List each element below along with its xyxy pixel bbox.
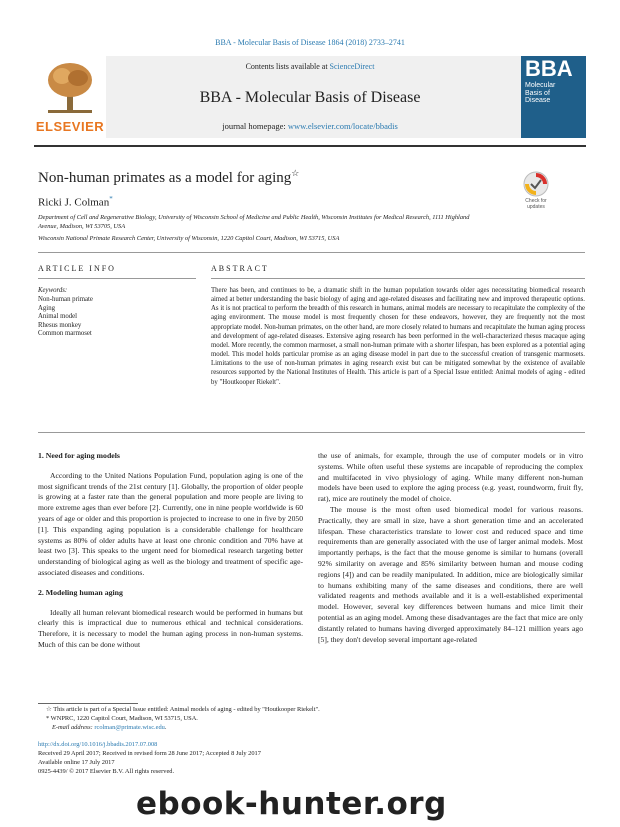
abstract-bottom-divider bbox=[38, 432, 585, 433]
elsevier-wordmark: ELSEVIER bbox=[35, 119, 105, 134]
check-label-line: Check for bbox=[525, 198, 547, 204]
cover-subtitle-line: Molecular bbox=[525, 82, 556, 89]
keyword-item: Animal model bbox=[38, 313, 78, 321]
footnote-1: ☆ This article is part of a Special Issue entitled: Animal models of aging - edited by "Houtkooper Riekelt". bbox=[46, 706, 320, 713]
body-right-column bbox=[318, 451, 583, 645]
article-info-heading: ARTICLE INFO bbox=[38, 264, 116, 273]
affiliation-2: Wisconsin National Primate Research Center, University of Wisconsin, 1220 Capitol Court, Madison, WI 53715, USA bbox=[38, 235, 340, 242]
cover-subtitle bbox=[525, 82, 555, 105]
section-1-paragraph: According to the United Nations Population Fund, population aging is one of the most significant trends of the 21st century [1]. Globally, the proportion of older people is growing at a faster rate than the general population and more people are living to more extreme ages than ever before [2]. Currently, one in nine people worldwide is 60 years of age or older and this proportion is projected to increase to one in five by 2050 [1]. This expanding aging population is a considerable challenge for healthcare systems as 80% of older adults have at least one chronic condition and 70% have at least two [3]. This speaks to the urgent need for biomedical research targeting better understanding of biological aging as well as the biology and treatment of specific age-associated diseases and conditions. bbox=[38, 470, 303, 577]
check-for-updates-label bbox=[516, 199, 556, 210]
footnote-2: * WNPRC, 1220 Capitol Court, Madison, WI 53715, USA. bbox=[46, 715, 198, 722]
received-dates: Received 29 April 2017; Received in revised form 28 June 2017; Accepted 8 July 2017 bbox=[38, 750, 261, 757]
abstract-rule bbox=[211, 278, 585, 279]
affiliation-1-line: Department of Cell and Regenerative Biology, University of Wisconsin School of Medicine and Public Health, Wisconsin Institutes for Medical Research, 1111 Highland bbox=[38, 214, 470, 221]
copyright: 0925-4439/ © 2017 Elsevier B.V. All rights reserved. bbox=[38, 768, 175, 775]
available-online: Available online 17 July 2017 bbox=[38, 759, 115, 766]
right-paragraph-1: the use of animals, for example, through the use of computer models or in vitro systems. While often useful these systems are incapable of reproducing the complex and multifaceted in vivo physiology of aging. While many different non-human models have been used to explore the aging process (e.g. yeast, roundworm, fruit fly, rat), mice are routinely the model of choice. bbox=[318, 451, 583, 504]
right-paragraph-2: The mouse is the most often used biomedical model for various reasons. Practically, they are small in size, have a short generation time and an accelerated lifespan. These characteristics translate to lower cost and reduced space and time requirements than are generally associated with the use of larger animal models. Most importantly perhaps, is the fact that the mouse genome is similar to humans (overall 92% similarity on average and 85% similarity between human and mouse coding regions [4]) and can be readily manipulated. In addition, mice are biologically similar to humans exhibiting many of the same diseases and conditions, there are well validated reagents and methods available and it is a well-established experimental model. However, several key differences between humans and mice limit their potential as an aging model. Among these disadvantages are the fact that mice are only distantly related to humans having diverged approximately 84–121 million years ago [5], they don't develop several important age-related bbox=[318, 504, 583, 644]
email-line bbox=[38, 724, 166, 732]
keyword-item: Common marmoset bbox=[38, 330, 92, 338]
contents-line bbox=[110, 62, 510, 71]
footnote-divider bbox=[38, 703, 138, 704]
article-info-rule bbox=[38, 278, 196, 279]
body-left-column bbox=[38, 451, 303, 651]
keyword-item: Rhesus monkey bbox=[38, 321, 82, 329]
email-label: E-mail address: bbox=[52, 724, 95, 731]
journal-name: BBA - Molecular Basis of Disease bbox=[199, 89, 421, 106]
section-2-paragraph: Ideally all human relevant biomedical research would be performed in humans but clearly this is impractical due to numerous ethical and technical considerations. Therefore, it is necessary to model the human aging process in non-human systems. Much of this can be done without bbox=[38, 607, 303, 649]
keywords-list bbox=[38, 296, 93, 339]
keyword-item: Aging bbox=[38, 304, 55, 312]
author-name[interactable]: Ricki J. Colman bbox=[38, 196, 110, 209]
abstract-text: There has been, and continues to be, a dramatic shift in the human population towards older ages necessitating biomedical research aimed at better understanding the basic biology of aging and age-related diseases and facilitating new and improved therapeutic options. As it is not practical to perform the breadth of this research in humans, animal models are necessary to recapitulate the complexity of the aging environment. The mouse model is most frequently chosen for these endeavors, however, they are frequently not the most appropriate model. Non-human primates, on the other hand, are more closely related to humans and recapitulate the human aging process and development of age-related diseases. Extensive aging research has been performed in the well-characterized rhesus macaque aging model. More recently, the common marmoset, a small non-human primate with a shorter lifespan, has been explored as a potential aging model. This model holds particular promise as an aging disease model in part due to the successful creation of transgenic marmosets. Limitations to the use of non-human primates in aging research exist but can be mitigated somewhat by the existence of available resources supported by the National Institutes of Health. This article is part of a Special Issue entitled: Animal models of aging - edited by "Houtkooper Riekelt". bbox=[211, 287, 585, 386]
contents-prefix: Contents lists available at bbox=[245, 62, 330, 71]
watermark-text: ebook-hunter.org bbox=[136, 786, 447, 822]
title-footnote-mark[interactable]: ☆ bbox=[291, 168, 300, 178]
header-divider bbox=[34, 145, 586, 147]
email-end: . bbox=[164, 724, 167, 731]
keyword-item: Non-human primate bbox=[38, 296, 93, 303]
section-1-heading: 1. Need for aging models bbox=[38, 451, 120, 460]
keywords-label: Keywords: bbox=[38, 287, 68, 294]
abstract-heading: ABSTRACT bbox=[211, 264, 269, 273]
affiliation-1 bbox=[38, 213, 578, 231]
homepage-prefix: journal homepage: bbox=[222, 121, 288, 131]
author-line bbox=[38, 195, 113, 209]
cover-title: BBA bbox=[525, 56, 573, 81]
check-label-line: updates bbox=[527, 203, 545, 210]
cover-subtitle-line: Basis of bbox=[525, 89, 550, 97]
doi-link[interactable]: http://dx.doi.org/10.1016/j.bbadis.2017.07.008 bbox=[38, 741, 158, 748]
journal-citation[interactable]: BBA - Molecular Basis of Disease 1864 (2018) 2733–2741 bbox=[215, 38, 405, 47]
email-link[interactable]: rcolman@primate.wisc.edu bbox=[94, 724, 165, 731]
author-footnote-mark[interactable]: * bbox=[109, 195, 113, 203]
article-title bbox=[38, 168, 299, 187]
cover-subtitle-line: Disease bbox=[525, 97, 551, 105]
journal-homepage bbox=[110, 121, 510, 131]
affiliation-divider bbox=[38, 252, 585, 253]
elsevier-tree-icon bbox=[42, 60, 98, 116]
section-2-heading: 2. Modeling human aging bbox=[38, 587, 123, 597]
homepage-link[interactable]: www.elsevier.com/locate/bbadis bbox=[287, 121, 398, 131]
elsevier-logo bbox=[34, 56, 106, 138]
journal-cover-image bbox=[521, 56, 586, 138]
sciencedirect-link[interactable]: ScienceDirect bbox=[329, 62, 375, 71]
article-title-text: Non-human primates as a model for aging bbox=[38, 170, 292, 186]
affiliation-1-line: Avenue, Madison, WI 53705, USA bbox=[38, 223, 126, 230]
